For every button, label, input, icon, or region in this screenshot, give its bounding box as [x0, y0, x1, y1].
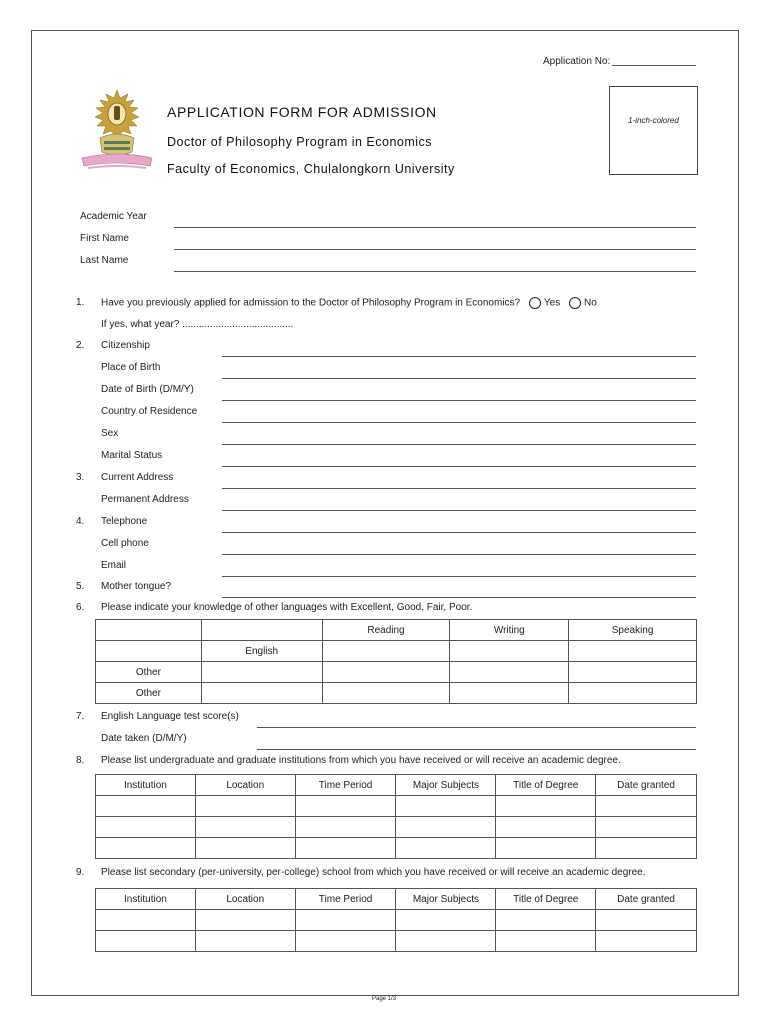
table-row	[96, 796, 697, 817]
table-cell[interactable]	[450, 683, 569, 704]
table-cell[interactable]	[450, 641, 569, 662]
q1-number: 1.	[76, 297, 85, 308]
page-number: Page 1/3	[372, 996, 397, 1002]
country-of-residence-field[interactable]	[222, 422, 696, 423]
marital-status-label: Marital Status	[101, 450, 163, 461]
table-header-cell: Date granted	[596, 775, 697, 796]
mother-tongue-label: Mother tongue?	[101, 581, 172, 592]
table-header-cell: Speaking	[569, 620, 697, 641]
current-address-field[interactable]	[222, 488, 696, 489]
cell-phone-label: Cell phone	[101, 538, 149, 549]
table-header-cell: Location	[195, 775, 295, 796]
table-cell[interactable]	[496, 817, 596, 838]
date-taken-field[interactable]	[257, 749, 696, 750]
table-cell	[96, 620, 202, 641]
table-cell[interactable]	[596, 796, 697, 817]
english-test-field[interactable]	[257, 727, 696, 728]
table-header-row	[96, 620, 697, 641]
q9-text: Please list secondary (per-university, per-college) school from which you have received or will receive an academic degree.	[101, 867, 646, 878]
q5-number: 5.	[76, 581, 85, 592]
table-cell[interactable]	[195, 838, 295, 859]
place-of-birth-label: Place of Birth	[101, 362, 161, 373]
table-cell[interactable]	[396, 931, 496, 952]
last-name-label: Last Name	[80, 255, 129, 266]
table-header-cell: Writing	[450, 620, 569, 641]
table-cell[interactable]	[596, 931, 697, 952]
q1-followup: If yes, what year? ........................................	[101, 319, 294, 330]
email-field[interactable]	[222, 576, 696, 577]
q6-text: Please indicate your knowledge of other languages with Excellent, Good, Fair, Poor.	[101, 602, 473, 613]
mother-tongue-field[interactable]	[222, 597, 696, 598]
form-title: APPLICATION FORM FOR ADMISSION	[167, 104, 437, 120]
citizenship-label: Citizenship	[101, 340, 150, 351]
table-header-cell: Institution	[96, 889, 196, 910]
table-cell[interactable]	[96, 910, 196, 931]
table-header-cell: Title of Degree	[496, 775, 596, 796]
table-cell[interactable]	[396, 796, 496, 817]
table-row	[96, 838, 697, 859]
table-cell[interactable]	[201, 683, 322, 704]
q9-number: 9.	[76, 867, 85, 878]
academic-year-field[interactable]	[174, 227, 696, 228]
table-cell[interactable]	[322, 683, 450, 704]
table-cell[interactable]	[96, 931, 196, 952]
table-cell[interactable]	[596, 817, 697, 838]
application-no-field[interactable]	[612, 65, 696, 66]
q4-number: 4.	[76, 516, 85, 527]
table-cell[interactable]	[569, 683, 697, 704]
table-cell[interactable]	[496, 838, 596, 859]
q1-question	[101, 297, 597, 309]
sex-label: Sex	[101, 428, 119, 439]
application-no	[543, 56, 610, 67]
table-cell	[201, 620, 322, 641]
university-seal-logo	[76, 86, 158, 172]
current-address-label: Current Address	[101, 472, 174, 483]
table-cell[interactable]	[322, 662, 450, 683]
table-cell[interactable]	[496, 931, 596, 952]
program-name: Doctor of Philosophy Program in Economics	[167, 135, 433, 149]
table-header-cell: Location	[195, 889, 295, 910]
permanent-address-label: Permanent Address	[101, 494, 189, 505]
table-header-cell: Major Subjects	[396, 889, 496, 910]
yes-label: Yes	[543, 297, 561, 309]
photo-label: 1-inch-colored	[628, 116, 679, 125]
language-table	[95, 619, 697, 704]
table-header-row	[96, 889, 697, 910]
table-header-cell: Date granted	[596, 889, 697, 910]
q8-number: 8.	[76, 755, 85, 766]
higher-education-table	[95, 774, 697, 859]
table-header-cell: Institution	[96, 775, 196, 796]
table-cell[interactable]	[496, 910, 596, 931]
photo-box[interactable]	[609, 86, 698, 175]
q1-text: Have you previously applied for admission to the Doctor of Philosophy Program in Economics?	[101, 297, 521, 309]
table-cell[interactable]	[295, 910, 396, 931]
table-row	[96, 683, 697, 704]
table-header-cell: Major Subjects	[396, 775, 496, 796]
table-header-cell: Title of Degree	[496, 889, 596, 910]
table-cell[interactable]	[596, 910, 697, 931]
table-cell[interactable]	[496, 796, 596, 817]
table-cell[interactable]	[396, 817, 496, 838]
table-cell[interactable]	[295, 817, 396, 838]
table-cell[interactable]	[96, 838, 196, 859]
table-cell[interactable]	[295, 931, 396, 952]
yes-radio[interactable]	[529, 297, 541, 309]
q7-number: 7.	[76, 711, 85, 722]
q8-text: Please list undergraduate and graduate institutions from which you have received or will receive an academic degree.	[101, 755, 621, 766]
first-name-label: First Name	[80, 233, 129, 244]
table-row	[96, 931, 697, 952]
sex-field[interactable]	[222, 444, 696, 445]
table-row	[96, 817, 697, 838]
cell-phone-field[interactable]	[222, 554, 696, 555]
faculty-name: Faculty of Economics, Chulalongkorn University	[167, 162, 455, 176]
table-row	[96, 910, 697, 931]
table-cell[interactable]	[96, 641, 202, 662]
table-header-cell: Time Period	[295, 889, 396, 910]
last-name-field[interactable]	[174, 271, 696, 272]
application-no-label: Application No:	[543, 56, 611, 67]
table-cell: Other	[96, 683, 202, 704]
english-test-label: English Language test score(s)	[101, 711, 239, 722]
table-cell[interactable]	[450, 662, 569, 683]
date-taken-label: Date taken (D/M/Y)	[101, 733, 187, 744]
table-cell: Other	[96, 662, 202, 683]
date-of-birth-label: Date of Birth (D/M/Y)	[101, 384, 194, 395]
table-cell[interactable]	[195, 817, 295, 838]
table-cell[interactable]	[396, 838, 496, 859]
email-label: Email	[101, 560, 127, 571]
table-cell[interactable]	[195, 931, 295, 952]
secondary-school-table	[95, 888, 697, 952]
table-cell[interactable]	[569, 662, 697, 683]
table-row	[96, 662, 697, 683]
table-cell[interactable]	[596, 838, 697, 859]
table-cell[interactable]	[569, 641, 697, 662]
no-label: No	[584, 297, 597, 309]
place-of-birth-field[interactable]	[222, 378, 696, 379]
table-cell: English	[201, 641, 322, 662]
table-cell[interactable]	[322, 641, 450, 662]
table-header-cell: Time Period	[295, 775, 396, 796]
q3-number: 3.	[76, 472, 85, 483]
table-cell[interactable]	[201, 662, 322, 683]
table-cell[interactable]	[396, 910, 496, 931]
country-of-residence-label: Country of Residence	[101, 406, 198, 417]
date-of-birth-field[interactable]	[222, 400, 696, 401]
table-cell[interactable]	[96, 817, 196, 838]
table-cell[interactable]	[195, 910, 295, 931]
table-header-cell: Reading	[322, 620, 450, 641]
table-cell[interactable]	[295, 838, 396, 859]
table-row	[96, 641, 697, 662]
table-cell[interactable]	[195, 796, 295, 817]
no-radio[interactable]	[569, 297, 581, 309]
q6-number: 6.	[76, 602, 85, 613]
permanent-address-field[interactable]	[222, 510, 696, 511]
citizenship-field[interactable]	[222, 356, 696, 357]
academic-year-label: Academic Year	[80, 211, 147, 222]
telephone-field[interactable]	[222, 532, 696, 533]
marital-status-field[interactable]	[222, 466, 696, 467]
telephone-label: Telephone	[101, 516, 148, 527]
table-cell[interactable]	[96, 796, 196, 817]
table-cell[interactable]	[295, 796, 396, 817]
q2-number: 2.	[76, 340, 85, 351]
first-name-field[interactable]	[174, 249, 696, 250]
table-header-row	[96, 775, 697, 796]
